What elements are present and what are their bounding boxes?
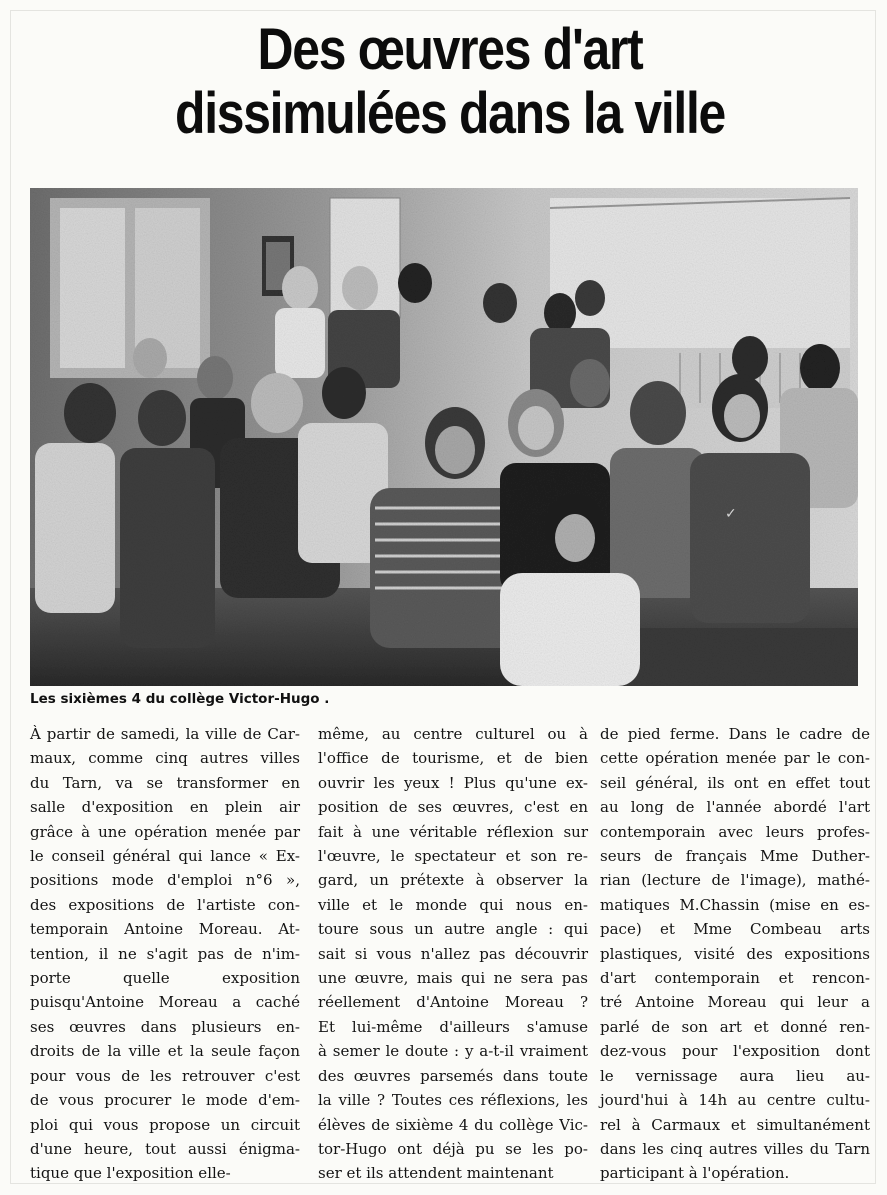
text-line: seil général, ils ont en effet tout xyxy=(600,773,870,792)
text-line: dez-vous pour l'exposition dont xyxy=(600,1042,870,1061)
text-line: droits de la ville et la seule façon xyxy=(30,1042,300,1061)
text-line: À partir de samedi, la ville de Car- xyxy=(30,725,300,743)
text-line: ville et le monde qui nous en- xyxy=(318,895,588,914)
group-photo-image xyxy=(30,188,858,686)
text-line: du Tarn, va se transformer en xyxy=(30,773,300,792)
text-line: seurs de français Mme Duther- xyxy=(600,847,870,866)
text-line: une œuvre, mais qui ne sera pas xyxy=(318,969,588,988)
text-line: au long de l'année abordé l'art xyxy=(600,798,870,817)
text-line: la ville ? Toutes ces réflexions, les xyxy=(318,1091,588,1110)
text-line: salle d'exposition en plein air xyxy=(30,798,300,817)
text-line: des expositions de l'artiste con- xyxy=(30,895,300,914)
text-line: le vernissage aura lieu au- xyxy=(600,1066,870,1085)
text-line: des œuvres parsemés dans toute xyxy=(318,1066,588,1085)
text-line: d'une heure, tout aussi énigma- xyxy=(30,1139,300,1158)
text-line: rian (lecture de l'image), mathé- xyxy=(600,871,870,890)
text-line: toure sous un autre angle : qui xyxy=(318,920,588,939)
text-line: à semer le doute : y a-t-il vraiment xyxy=(318,1042,588,1061)
text-line: le conseil général qui lance « Ex- xyxy=(30,847,300,866)
text-line: participant à l'opération. xyxy=(600,1164,790,1183)
text-line: grâce à une opération menée par xyxy=(30,822,300,841)
article-photo xyxy=(30,188,858,686)
text-line: parlé de son art et donné ren- xyxy=(600,1017,870,1036)
text-line: Et lui-même d'ailleurs s'amuse xyxy=(318,1017,588,1036)
text-line: ouvrir les yeux ! Plus qu'une ex- xyxy=(318,773,588,792)
text-line: porte quelle exposition xyxy=(30,969,300,988)
photo-caption: Les sixièmes 4 du collège Victor-Hugo . xyxy=(30,691,330,707)
text-line: ser et ils attendent maintenant xyxy=(318,1164,554,1183)
text-line: réellement d'Antoine Moreau ? xyxy=(318,993,588,1012)
text-line: même, au centre culturel ou à xyxy=(318,725,588,743)
text-line: rel à Carmaux et simultanément xyxy=(600,1115,870,1134)
text-line: position de ses œuvres, c'est en xyxy=(318,798,588,817)
text-line: l'œuvre, le spectateur et son re- xyxy=(318,847,588,866)
article-headline xyxy=(115,18,786,146)
text-line: dans les cinq autres villes du Tarn xyxy=(600,1139,870,1158)
text-line: plastiques, visité des expositions xyxy=(600,944,870,963)
svg-text:✓: ✓ xyxy=(725,506,737,522)
text-line: fait à une véritable réflexion sur xyxy=(318,822,588,841)
text-line: élèves de sixième 4 du collège Vic- xyxy=(318,1115,588,1134)
article-column-1 xyxy=(30,722,300,1186)
text-line: sait si vous n'allez pas découvrir xyxy=(318,944,588,963)
text-line: pour vous de les retrouver c'est xyxy=(30,1066,300,1085)
text-line: tré Antoine Moreau qui leur a xyxy=(600,993,870,1012)
text-line: tor-Hugo ont déjà pu se les po- xyxy=(318,1139,588,1158)
text-line: ploi qui vous propose un circuit xyxy=(30,1115,300,1134)
text-line: l'office de tourisme, et de bien xyxy=(318,749,588,768)
article-column-2 xyxy=(318,722,588,1186)
text-line: gard, un prétexte à observer la xyxy=(318,871,588,890)
text-line: maux, comme cinq autres villes xyxy=(30,749,300,768)
text-line: d'art contemporain et rencon- xyxy=(600,969,870,988)
text-line: temporain Antoine Moreau. At- xyxy=(30,920,300,939)
text-line: cette opération menée par le con- xyxy=(600,749,870,768)
text-line: jourd'hui à 14h au centre cultu- xyxy=(600,1091,870,1110)
text-line: pace) et Mme Combeau arts xyxy=(600,920,870,939)
text-line: positions mode d'emploi n°6 », xyxy=(30,871,300,890)
text-line: de pied ferme. Dans le cadre de xyxy=(600,725,870,743)
text-line: contemporain avec leurs profes- xyxy=(600,822,870,841)
text-line: de vous procurer le mode d'em- xyxy=(30,1091,300,1110)
text-line: ses œuvres dans plusieurs en- xyxy=(30,1017,300,1036)
text-line: puisqu'Antoine Moreau a caché xyxy=(30,993,300,1012)
headline-line-1: Des œuvres d'art xyxy=(257,17,643,82)
text-line: matiques M.Chassin (mise en es- xyxy=(600,895,870,914)
text-line: tique que l'exposition elle- xyxy=(30,1164,231,1183)
text-line: tention, il ne s'agit pas de n'im- xyxy=(30,944,300,963)
headline-line-2: dissimulées dans la ville xyxy=(175,81,725,146)
article-column-3 xyxy=(600,722,870,1186)
